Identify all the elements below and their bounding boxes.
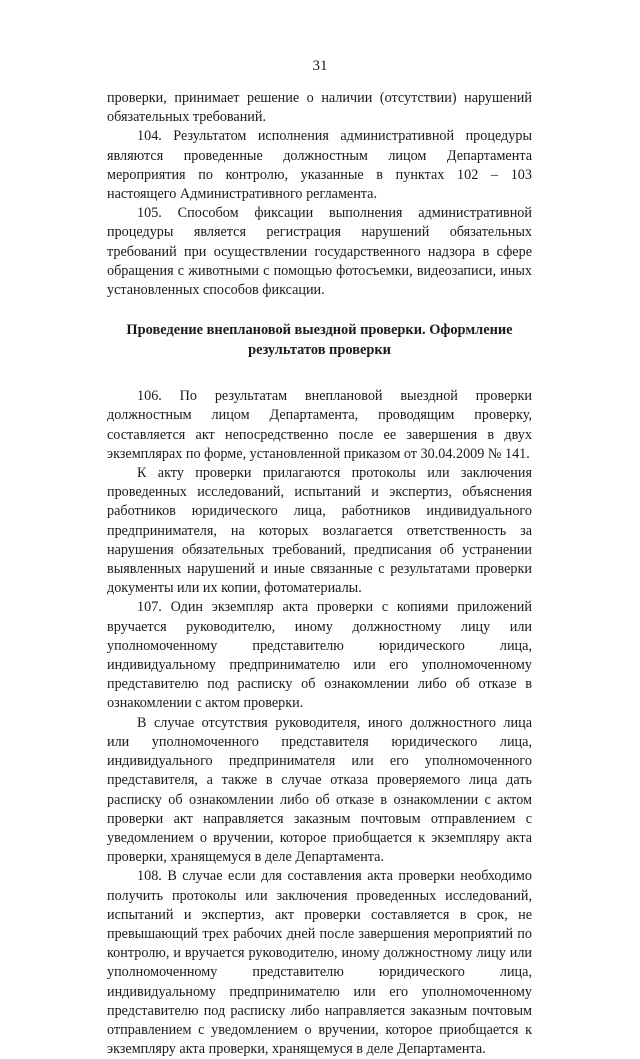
paragraph-attachments: К акту проверки прилагаются протоколы или заключения проведенных исследований, испытаний и экспертиз, объяснения работников юридического лица, работников индивидуального предпринимателя, на которых возлагается ответственность за нарушения обязательных требований, предписания об устранении выявленных нарушений и иные связанные с результатами проверки документы или их копии, фотоматериалы. (107, 465, 532, 597)
section-heading: Проведение внеплановой выездной проверки. Оформление результатов проверки (126, 322, 513, 358)
paragraph-105: 105. Способом фиксации выполнения административной процедуры является регистрация нарушений обязательных требований при осуществлении государственного надзора в сфере обращения с животными с помощью фотосъемки, видеозаписи, иных установленных способов фиксации. (107, 205, 532, 299)
paragraph-108: 108. В случае если для составления акта проверки необходимо получить протоколы или заключения проведенных исследований, испытаний и экспертиз, акт проверки составляется в срок, не превышающий трех рабочих дней после завершения мероприятий по контролю, и вручается руководителю, иному должностному лицу или уполномоченному представителю юридического лица, индивидуальному предпринимателю или его уполномоченному представителю под расписку либо направляется заказным почтовым отправлением с уведомлением о вручении, которое приобщается к экземпляру акта проверки, хранящемуся в деле Департамента. (107, 868, 532, 1058)
paragraph-absence-case: В случае отсутствия руководителя, иного должностного лица или уполномоченного представителя юридического лица, индивидуального предпринимателя или его уполномоченного представителя, а также в случае отказа проверяемого лица дать расписку об ознакомлении либо об отказе в ознакомлении с актом проверки акт направляется заказным почтовым отправлением с уведомлением о вручении, которое приобщается к экземпляру акта проверки, хранящемуся в деле Департамента. (107, 714, 532, 866)
paragraph-104: 104. Результатом исполнения административной процедуры являются проведенные должностным лицом Департамента мероприятия по контролю, указанные в пунктах 102 – 103 настоящего Административного регламента. (107, 128, 532, 203)
page-number: 31 (312, 58, 328, 74)
paragraph-continuation: проверки, принимает решение о наличии (отсутствии) нарушений обязательных требований. (107, 90, 532, 126)
paragraph-107: 107. Один экземпляр акта проверки с копиями приложений вручается руководителю, иному должностному лицу или уполномоченному представителю юридического лица, индивидуальному предпринимателю или его уполномоченному представителю под расписку об ознакомлении либо об отказе в ознакомлении с актом проверки. (107, 599, 532, 712)
paragraph-106: 106. По результатам внеплановой выездной проверки должностным лицом Департамента, проводящим проверку, составляется акт непосредственно после ее завершения в двух экземплярах по форме, установленной приказом от 30.04.2009 № 141. (107, 388, 532, 462)
document-body (107, 89, 532, 1059)
